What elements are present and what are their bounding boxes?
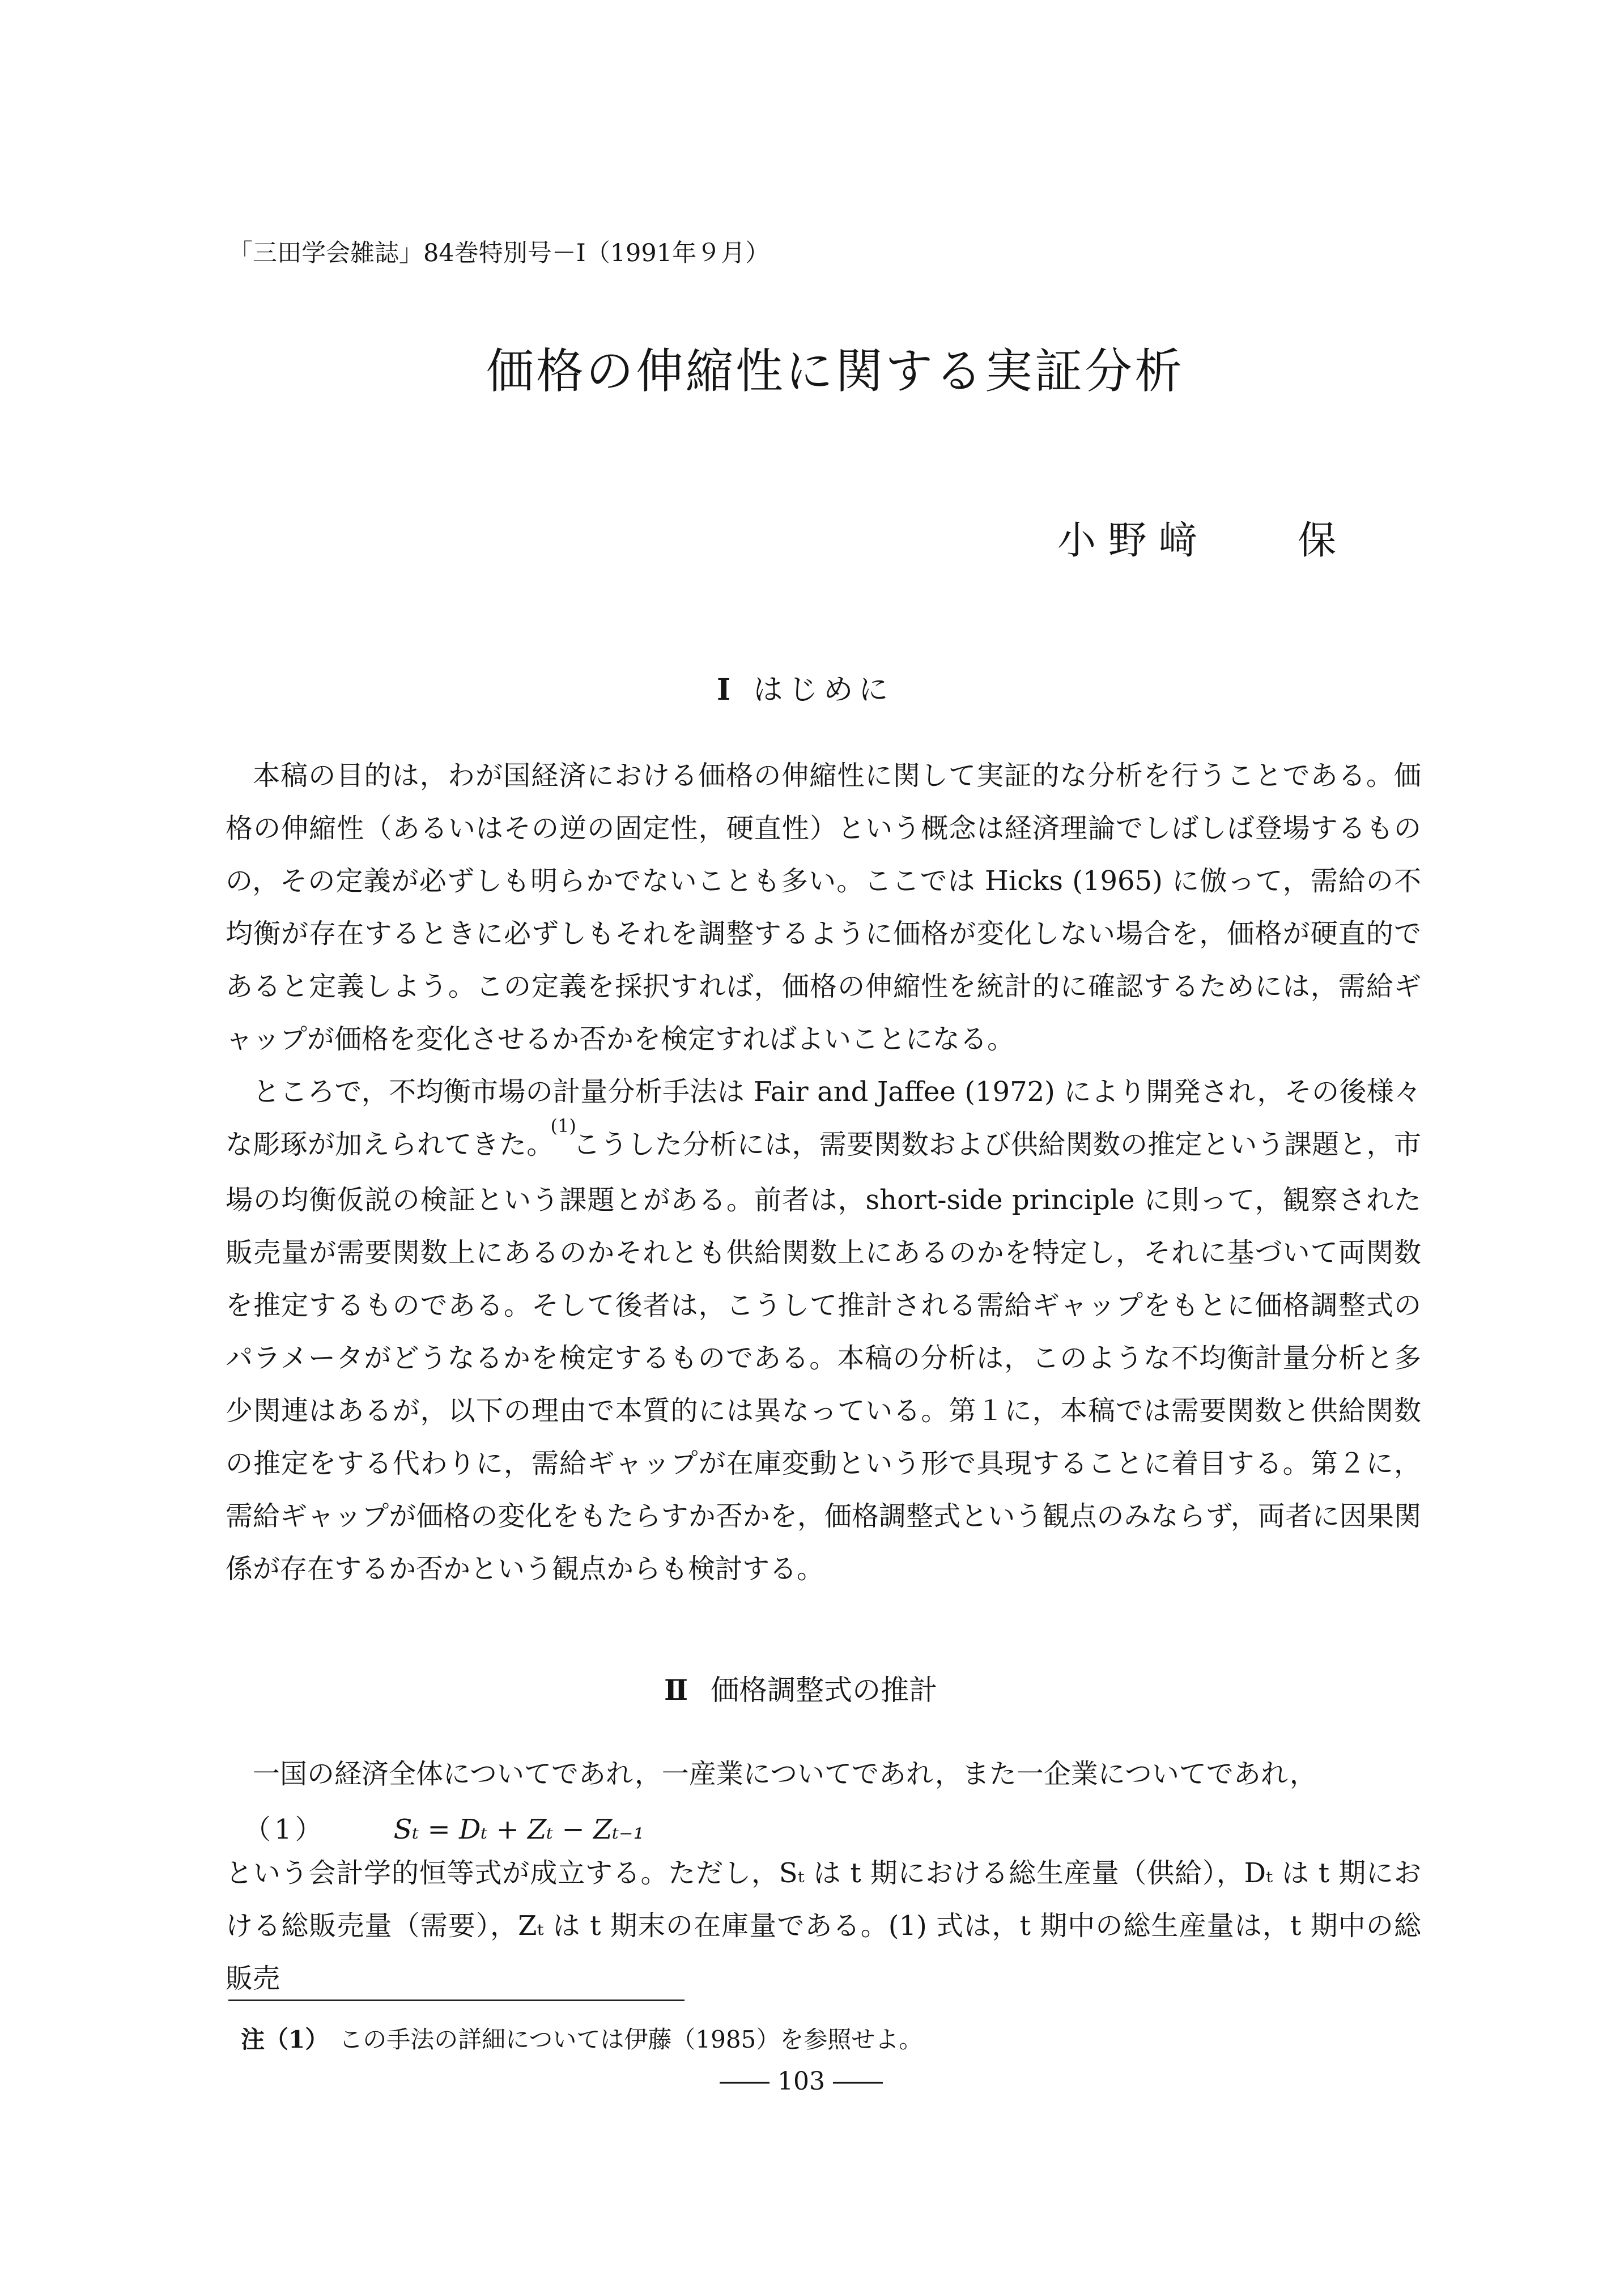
section-2-number: Ⅱ [664,1673,688,1707]
section-2-body [226,1847,1421,2005]
paragraph-2-part-1: ところで，不均衡市場の計量分析手法は Fair and Jaffee (1972) により開発され，その後様々な彫琢が加えられてきた。 [226,1076,1421,1160]
equation-formula: Sₜ = Dₜ + Zₜ − Zₜ₋₁ [393,1814,644,1845]
journal-header: 「三田学会雑誌」84巻特別号－Ⅰ（1991年９月） [228,239,770,267]
footnote-marker: (1) [550,1115,576,1137]
paragraph-2-part-2: こうした分析には，需要関数および供給関数の推定という課題と，市場の均衡仮説の検証という課題とがある。前者は，short-side principle に則って，観察された販売量が需要関数上にあるのかそれとも供給関数上にあるのかを特定し，それに基づいて両関数を推定するものである。そして後者は，こうして推計される需給ギャップをもとに価格調整式のパラメータがどうなるかを検定するものである。本稿の分析は，このような不均衡計量分析と多少関連はあるが，以下の理由で本質的には異なっている。第１に，本稿では需要関数と供給関数の推定をする代わりに，需給ギャップが在庫変動という形で具現することに着目する。第２に，需給ギャップが価格の変化をもたらすか否かを，価格調整式という観点のみならず，両者に因果関係が存在するか否かという観点からも検討する。 [226,1129,1421,1585]
paper-title: 価格の伸縮性に関する実証分析 [486,343,1185,399]
paragraph-2 [226,1066,1421,1596]
footnote-text: この手法の詳細については伊藤（1985）を参照せよ。 [339,2026,923,2053]
paragraph-1: 本稿の目的は，わが国経済における価格の伸縮性に関して実証的な分析を行うことである。価格の伸縮性（あるいはその逆の固定性，硬直性）という概念は経済理論でしばしば登場するものの，その定義が必ずしも明らかでないことも多い。ここでは Hicks (1965) に倣って，需給の不均衡が存在するときに必ずしもそれを調整するように価格が変化しない場合を，価格が硬直的であると定義しよう。この定義を採択すれば，価格の伸縮性を統計的に確認するためには，需給ギャップが価格を変化させるか否かを検定すればよいことになる。 [226,760,1421,1055]
section-2-intro [226,1748,1421,1801]
author-given-name: 保 [1298,518,1337,563]
author-family-name: 小 野 﨑 [1057,518,1198,563]
footnote-label: 注（1） [241,2026,329,2053]
page-number: ―― 103 ―― [720,2067,883,2096]
section-2-paragraph: という会計学的恒等式が成立する。ただし，Sₜ は t 期における総生産量（供給），Dₜ は t 期における総販売量（需要），Zₜ は t 期末の在庫量である。(1) 式は，t 期中の総生産量は，t 期中の総販売 [226,1857,1421,1994]
section-2-title: 価格調整式の推計 [711,1674,938,1707]
section-1-heading [717,666,894,708]
section-2-intro-text: 一国の経済全体についてであれ，一産業についてであれ，また一企業についてであれ， [253,1758,1317,1790]
equation-1 [244,1807,644,1847]
section-1-body [226,750,1421,1596]
section-1-number: Ⅰ [717,673,731,707]
footnote-divider [228,2000,685,2001]
section-1-title: はじめに [753,673,894,707]
section-2-heading [664,1667,937,1708]
equation-label: （1） [244,1814,326,1845]
footnote [241,2021,922,2055]
